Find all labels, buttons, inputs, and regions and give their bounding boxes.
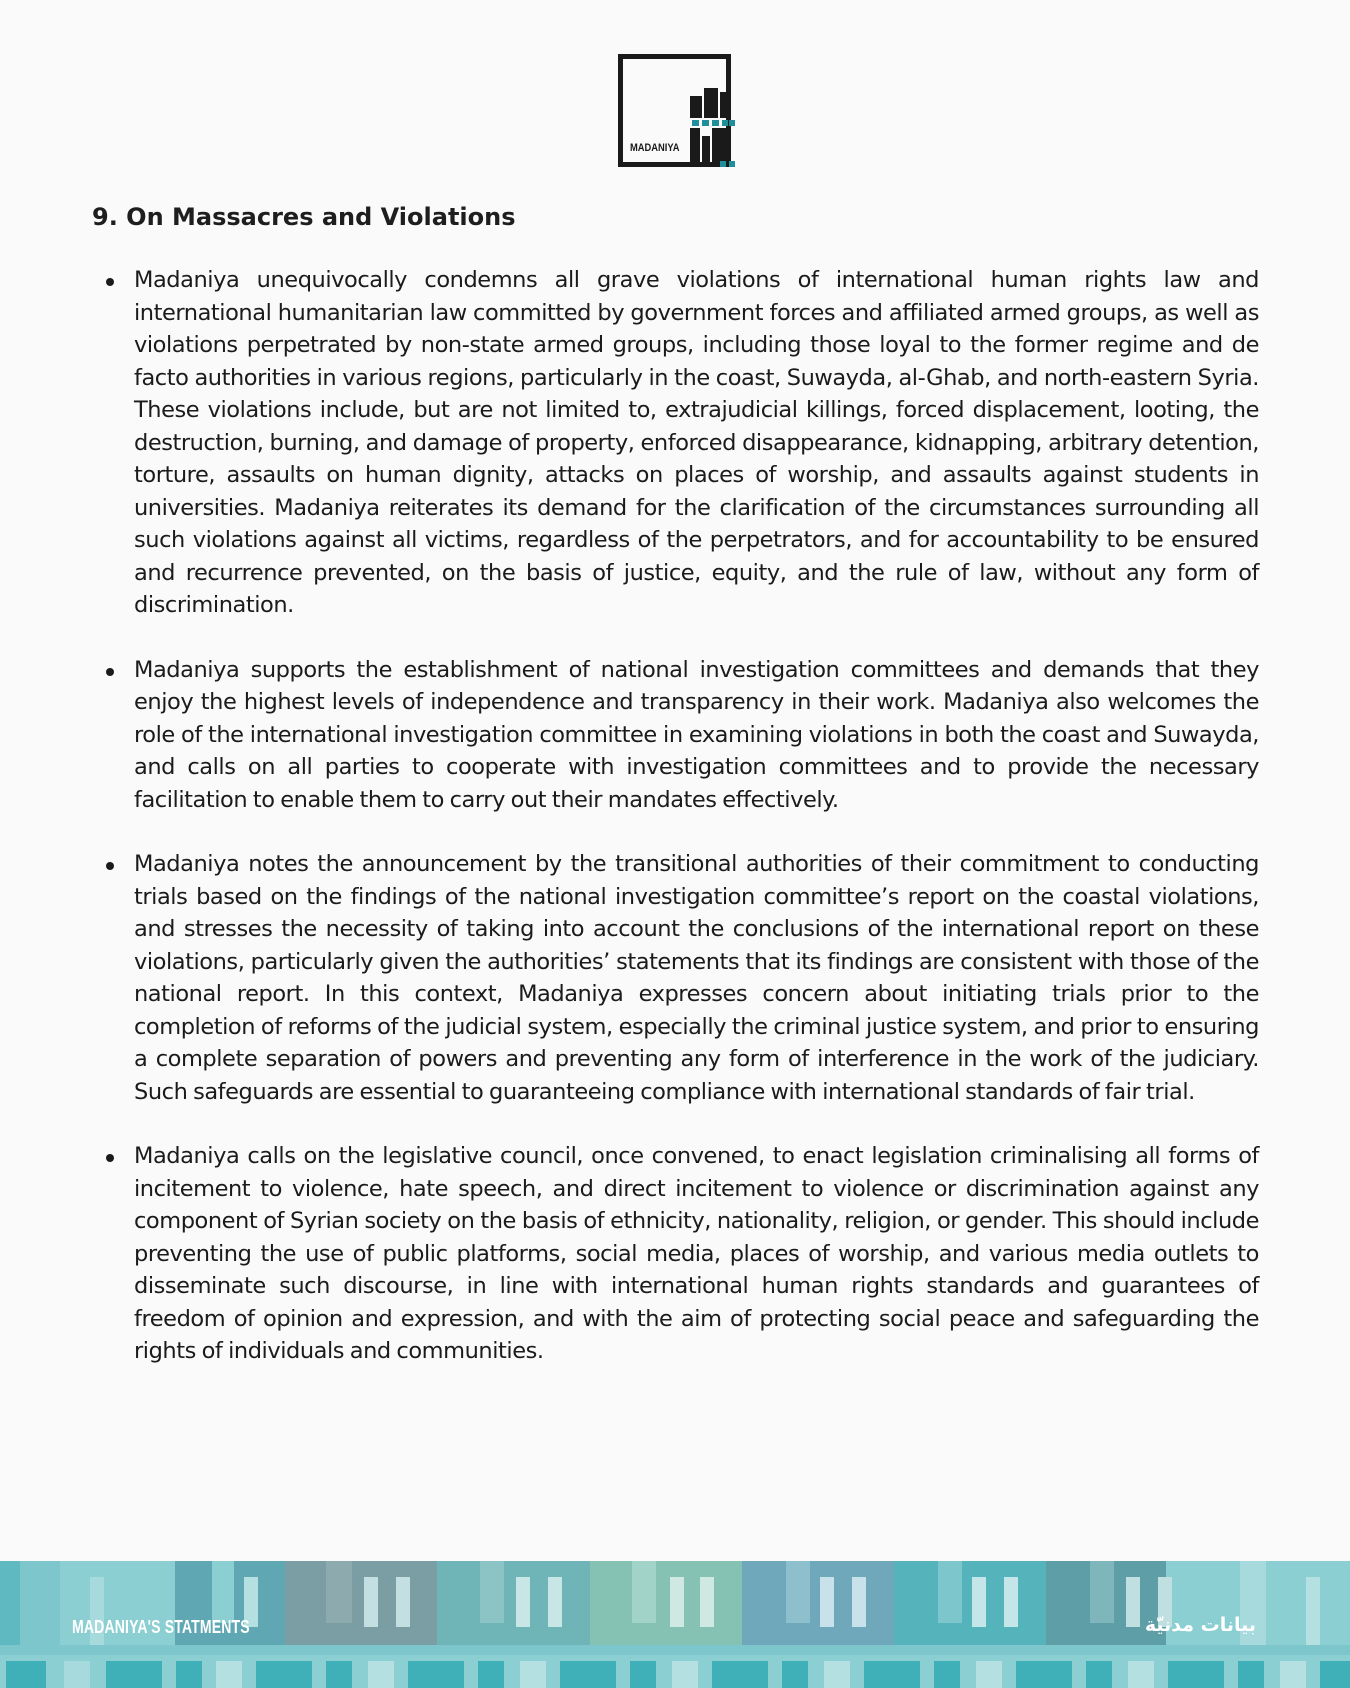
logo-wordmark: MADANIYA [630, 142, 680, 154]
footer-left-label: MADANIYA'S STATMENTS [72, 1617, 250, 1637]
footer-right-label: بيانات مدنيّة [1144, 1614, 1256, 1636]
list-item: Madaniya calls on the legislative council, once convened, to enact legislation criminalising all forms of incitement to violence, hate speech, and direct incitement to violence or discrimination against any component of Syrian society on the basis of ethnicity, nationality, religion, or gender. This should include preventing the use of public platforms, social media, places of worship, and various media outlets to disseminate such discourse, in line with international human rights standards and guarantees of freedom of opinion and expression, and with the aim of protecting social peace and safeguarding the rights of individuals and communities. [92, 1140, 1259, 1368]
section-heading: 9. On Massacres and Violations [92, 203, 516, 231]
list-item: Madaniya unequivocally condemns all grave violations of international human rights law and international humanitarian law committed by government forces and affiliated armed groups, as well as violations perpetrated by non-state armed groups, including those loyal to the former regime and de facto authorities in various regions, particularly in the coast, Suwayda, al-Ghab, and north-eastern Syria. These violations include, but are not limited to, extrajudicial killings, forced displacement, looting, the destruction, burning, and damage of property, enforced disappearance, kidnapping, arbitrary detention, torture, assaults on human dignity, attacks on places of worship, and assaults against students in universities. Madaniya reiterates its demand for the clarification of the circumstances surrounding all such violations against all victims, regardless of the perpetrators, and for accountability to be ensured and recurrence prevented, on the basis of justice, equity, and the rule of law, without any form of discrimination. [92, 264, 1259, 622]
violations-list [92, 264, 1259, 1400]
madaniya-logo [618, 54, 736, 168]
list-item: Madaniya notes the announcement by the transitional authorities of their commitment to conducting trials based on the findings of the national investigation committee’s report on the coastal violations, and stresses the necessity of taking into account the conclusions of the international report on these violations, particularly given the authorities’ statements that its findings are consistent with those of the national report. In this context, Madaniya expresses concern about initiating trials prior to the completion of reforms of the judicial system, especially the criminal justice system, and prior to ensuring a complete separation of powers and preventing any form of interference in the work of the judiciary. Such safeguards are essential to guaranteeing compliance with international standards of fair trial. [92, 848, 1259, 1108]
list-item: Madaniya supports the establishment of national investigation committees and demands that they enjoy the highest levels of independence and transparency in their work. Madaniya also welcomes the role of the international investigation committee in examining violations in both the coast and Suwayda, and calls on all parties to cooperate with investigation committees and to provide the necessary facilitation to enable them to carry out their mandates effectively. [92, 654, 1259, 817]
